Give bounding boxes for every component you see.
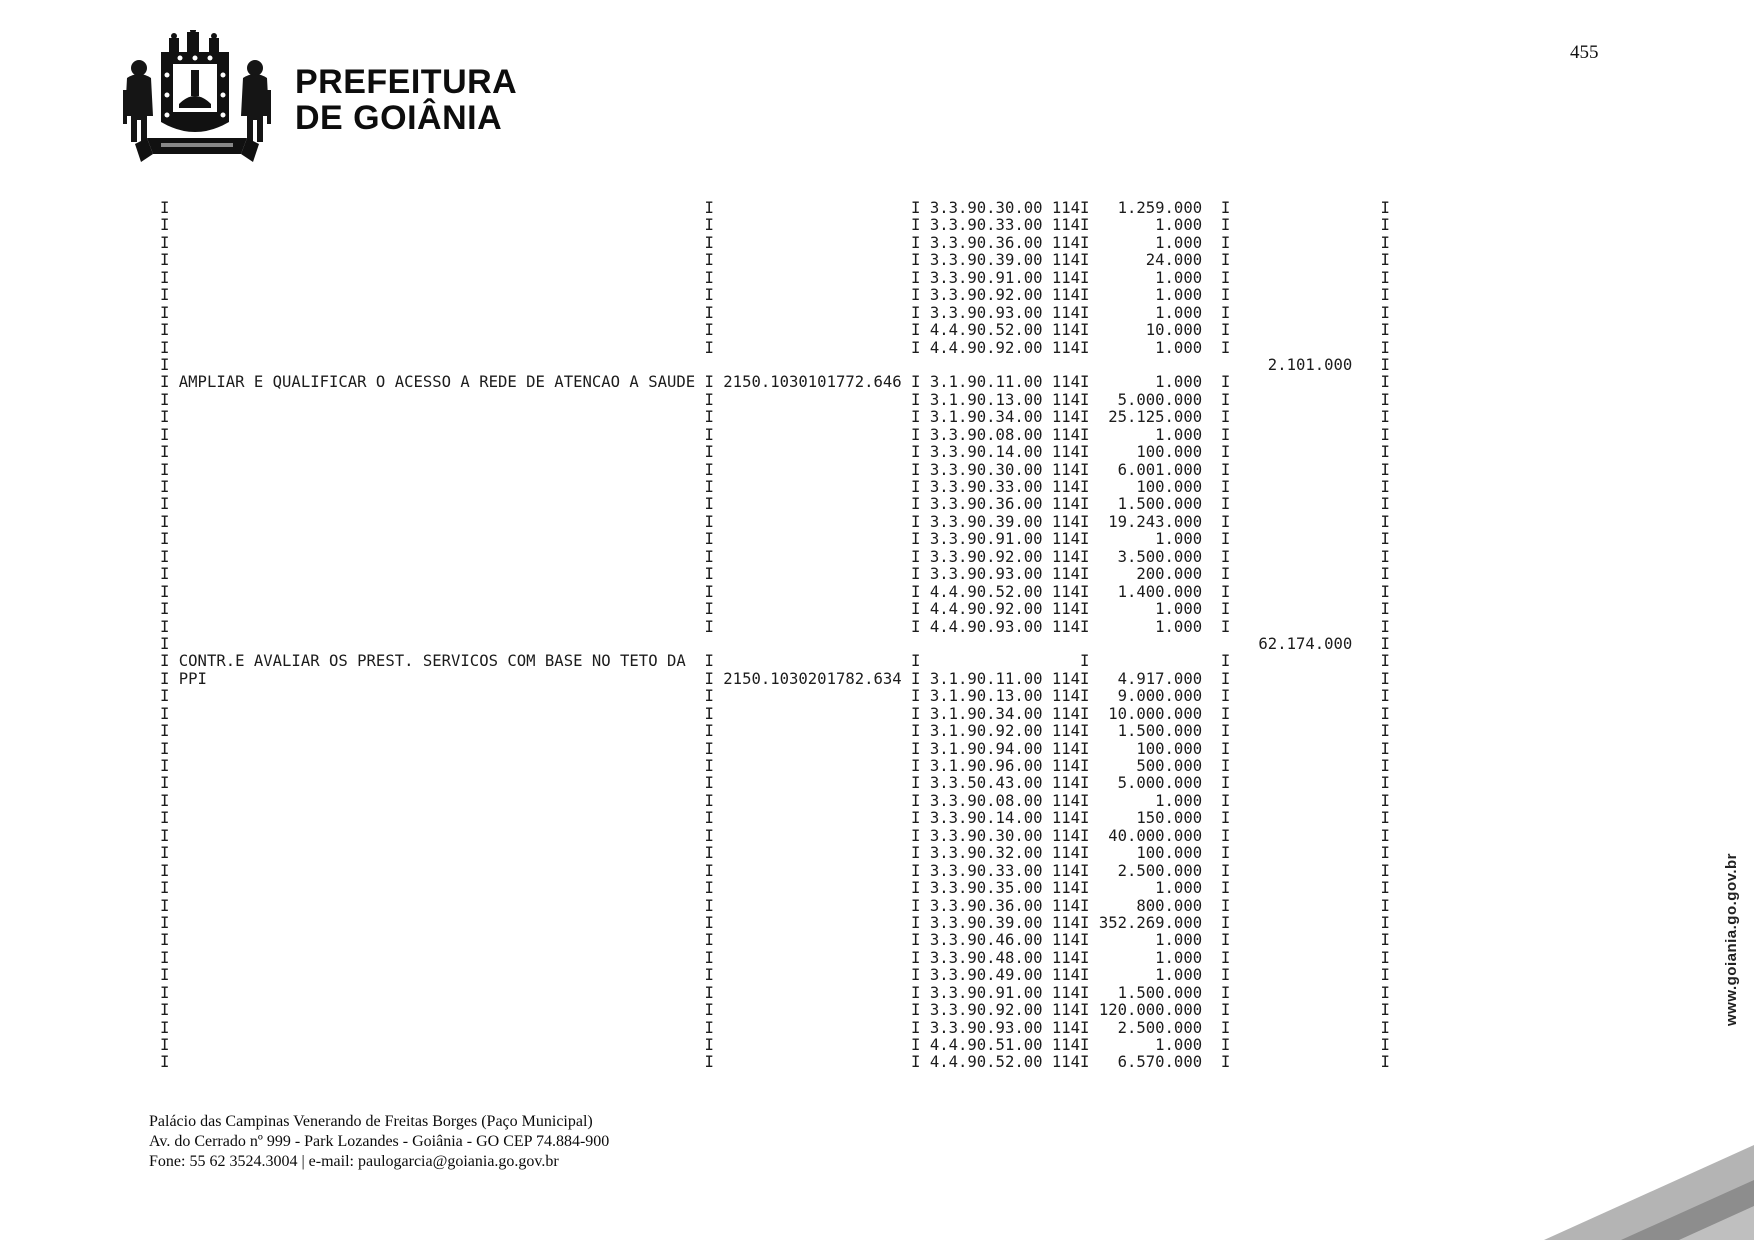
report-line: I I I 4.4.90.92.00 114I 1.000 I I <box>160 600 1390 619</box>
corner-decoration-inner-triangle <box>1679 1206 1754 1240</box>
report-line: I I I 3.3.90.36.00 114I 800.000 I I <box>160 896 1390 915</box>
report-line: I I I 3.3.90.14.00 114I 150.000 I I <box>160 809 1390 828</box>
report-total-line: I 62.174.000 I <box>160 634 1390 653</box>
letterhead <box>117 30 517 170</box>
report-line: I I I 3.3.90.93.00 114I 200.000 I I <box>160 565 1390 584</box>
report-line: I I I 3.3.90.30.00 114I 40.000.000 I I <box>160 826 1390 845</box>
report-line: I I I 3.3.90.33.00 114I 1.000 I I <box>160 216 1390 235</box>
budget-report-body <box>160 200 1390 1072</box>
report-line: I I I 4.4.90.52.00 114I 10.000 I I <box>160 321 1390 340</box>
report-line: I I I 3.3.90.33.00 114I 100.000 I I <box>160 478 1390 496</box>
report-line: I I I 3.3.90.93.00 114I 2.500.000 I I <box>160 1018 1390 1037</box>
report-section-line: I PPI I 2150.1030201782.634 I 3.1.90.11.00 114I 4.917.000 I I <box>160 669 1390 688</box>
report-line: I I I 3.3.90.08.00 114I 1.000 I I <box>160 791 1390 810</box>
report-line: I I I 3.3.90.30.00 114I 6.001.000 I I <box>160 460 1390 479</box>
footer-line-phone-email: Fone: 55 62 3524.3004 | e-mail: paulogarcia@goiania.go.gov.br <box>149 1153 559 1170</box>
report-line: I I I 3.3.90.39.00 114I 24.000 I I <box>160 251 1390 270</box>
report-line: I I I 4.4.90.52.00 114I 6.570.000 I I <box>160 1053 1390 1072</box>
report-line: I I I 3.3.90.39.00 114I 352.269.000 I I <box>160 913 1390 932</box>
report-line: I I I 3.3.90.08.00 114I 1.000 I I <box>160 425 1390 444</box>
report-line: I I I 3.3.90.49.00 114I 1.000 I I <box>160 966 1390 985</box>
report-line: I I I 3.3.90.92.00 114I 1.000 I I <box>160 286 1390 305</box>
report-line: I I I 3.3.90.14.00 114I 100.000 I I <box>160 443 1390 462</box>
report-line: I I I 3.3.90.39.00 114I 19.243.000 I I <box>160 512 1390 531</box>
report-line: I I I 3.1.90.96.00 114I 500.000 I I <box>160 757 1390 775</box>
footer-line-palace: Palácio das Campinas Venerando de Freitas Borges (Paço Municipal) <box>149 1113 593 1130</box>
report-line: I I I 3.1.90.94.00 114I 100.000 I I <box>160 739 1390 758</box>
report-line: I I I 4.4.90.92.00 114I 1.000 I I <box>160 338 1390 357</box>
goiania-coat-of-arms-icon <box>117 30 277 170</box>
report-line: I I I 4.4.90.52.00 114I 1.400.000 I I <box>160 582 1390 601</box>
page-number: 455 <box>1570 42 1599 63</box>
report-section-line: I CONTR.E AVALIAR OS PREST. SERVICOS COM BASE NO TETO DA I I I I I <box>160 652 1390 671</box>
letterhead-title-line1: PREFEITURA <box>295 63 518 101</box>
report-line: I I I 3.3.90.93.00 114I 1.000 I I <box>160 303 1390 322</box>
report-line: I I I 4.4.90.93.00 114I 1.000 I I <box>160 617 1390 636</box>
report-line: I I I 3.3.90.91.00 114I 1.000 I I <box>160 268 1390 287</box>
report-line: I I I 3.1.90.13.00 114I 9.000.000 I I <box>160 687 1390 706</box>
report-line: I I I 3.3.90.33.00 114I 2.500.000 I I <box>160 861 1390 880</box>
report-line: I I I 3.1.90.92.00 114I 1.500.000 I I <box>160 722 1390 741</box>
report-line: I I I 3.3.90.91.00 114I 1.500.000 I I <box>160 983 1390 1002</box>
report-line: I I I 3.1.90.13.00 114I 5.000.000 I I <box>160 390 1390 409</box>
report-line: I I I 3.3.90.36.00 114I 1.500.000 I I <box>160 495 1390 514</box>
report-line: I I I 3.3.90.32.00 114I 100.000 I I <box>160 844 1390 863</box>
report-total-line: I 2.101.000 I <box>160 355 1390 374</box>
report-line: I I I 3.3.90.35.00 114I 1.000 I I <box>160 879 1390 898</box>
letterhead-title-line2: DE GOIÂNIA <box>295 99 503 137</box>
report-line: I I I 3.3.90.92.00 114I 3.500.000 I I <box>160 547 1390 566</box>
report-line: I I I 3.3.90.91.00 114I 1.000 I I <box>160 530 1390 549</box>
report-line: I I I 3.1.90.34.00 114I 10.000.000 I I <box>160 704 1390 723</box>
report-line: I I I 3.3.90.36.00 114I 1.000 I I <box>160 233 1390 252</box>
report-line: I I I 3.3.90.46.00 114I 1.000 I I <box>160 931 1390 950</box>
letterhead-title <box>295 64 517 136</box>
report-line: I I I 3.3.90.48.00 114I 1.000 I I <box>160 948 1390 967</box>
website-vertical-label: www.goiania.go.gov.br <box>1723 852 1740 1026</box>
footer-address <box>149 1112 609 1172</box>
report-line: I I I 3.3.90.92.00 114I 120.000.000 I I <box>160 1001 1390 1020</box>
report-section-line: I AMPLIAR E QUALIFICAR O ACESSO A REDE DE ATENCAO A SAUDE I 2150.1030101772.646 I 3.1.90.11.00 114I 1.000 I I <box>160 373 1390 392</box>
report-line: I I I 4.4.90.51.00 114I 1.000 I I <box>160 1036 1390 1054</box>
report-line: I I I 3.3.90.30.00 114I 1.259.000 I I <box>160 199 1390 217</box>
report-line: I I I 3.1.90.34.00 114I 25.125.000 I I <box>160 408 1390 427</box>
footer-line-address: Av. do Cerrado nº 999 - Park Lozandes - Goiânia - GO CEP 74.884-900 <box>149 1133 610 1150</box>
report-line: I I I 3.3.50.43.00 114I 5.000.000 I I <box>160 774 1390 793</box>
